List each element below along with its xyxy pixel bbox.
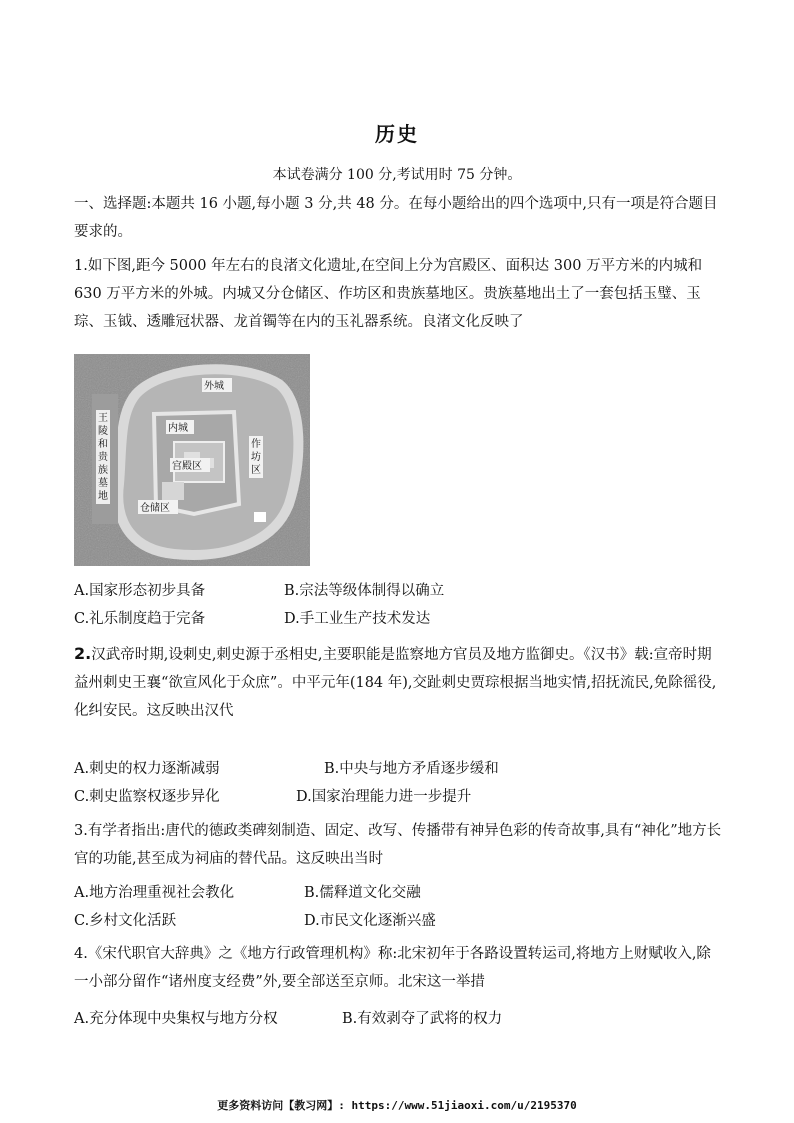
exam-instructions: 本试卷满分 100 分,考试用时 75 分钟。 [272, 167, 522, 183]
q4-option-b[interactable]: B.有效剥夺了武将的权力 [342, 1011, 503, 1027]
map-label-tomb: 王陵和贵族墓地 [98, 413, 108, 502]
question-4-stem: 4.《宋代职官大辞典》之《地方行政管理机构》称:北宋初年于各路设置转运司,将地方上财赋收入,除一小部分留作“诸州度支经费”外,要全部送至京师。北宋这一举措 [74, 946, 711, 990]
q1-option-d[interactable]: D.手工业生产技术发达 [284, 611, 431, 627]
question-1-stem: 1.如下图,距今 5000 年左右的良渚文化遗址,在空间上分为宫殿区、面积达 300 万平方米的内城和 630 万平方米的外城。内城又分仓储区、作坊区和贵族墓地区。贵族墓地出土了一套包括玉璧、玉琮、玉钺、透雕冠状器、龙首镯等在内的玉礼器系统。良渚文化反映了 [74, 258, 703, 330]
footer-link[interactable]: 更多资料访问【教习网】: https://www.51jiaoxi.com/u/2195370 [217, 1099, 577, 1112]
section-heading: 一、选择题:本题共 16 小题,每小题 3 分,共 48 分。在每小题给出的四个选项中,只有一项是符合题目要求的。 [74, 196, 718, 240]
q2-option-a[interactable]: A.刺史的权力逐渐减弱 [74, 761, 220, 777]
map-graphic [74, 354, 310, 566]
question-2-text: 汉武帝时期,设刺史,刺史源于丞相史,主要职能是监察地方官员及地方监御史。《汉书》载:宣帝时期益州刺史王襄“欲宣风化于众庶”。中平元年(184 年),交趾刺史贾琮根据当地实情,招抚流民,免除徭役,化纠安民。这反映出汉代 [74, 647, 717, 719]
map-label-storage: 仓储区 [140, 503, 170, 514]
q3-option-b[interactable]: B.儒释道文化交融 [304, 885, 421, 901]
q2-option-c[interactable]: C.刺史监察权逐步异化 [74, 789, 220, 805]
q3-option-c[interactable]: C.乡村文化活跃 [74, 913, 177, 929]
q3-option-a[interactable]: A.地方治理重视社会教化 [74, 885, 235, 901]
question-3-stem: 3.有学者指出:唐代的德政类碑刻制造、固定、改写、传播带有神异色彩的传奇故事,具有“神化”地方长官的功能,甚至成为祠庙的替代品。这反映出当时 [74, 823, 722, 867]
liangzhu-site-map [74, 354, 310, 566]
q2-option-d[interactable]: D.国家治理能力进一步提升 [296, 789, 472, 805]
legend-square [254, 512, 266, 522]
q1-option-c[interactable]: C.礼乐制度趋于完备 [74, 611, 206, 627]
q1-option-b[interactable]: B.宗法等级体制得以确立 [284, 583, 445, 599]
question-2-stem [74, 640, 724, 725]
storage-block [162, 482, 184, 500]
page-title: 历史 [375, 122, 419, 146]
q3-option-d[interactable]: D.市民文化逐渐兴盛 [304, 913, 436, 929]
q1-option-a[interactable]: A.国家形态初步具备 [74, 583, 206, 599]
q2-option-b[interactable]: B.中央与地方矛盾逐步缓和 [324, 761, 499, 777]
map-label-outer-city: 外城 [204, 381, 224, 392]
question-2-number: 2. [74, 644, 92, 663]
q4-option-a[interactable]: A.充分体现中央集权与地方分权 [74, 1011, 278, 1027]
map-label-inner-city: 内城 [168, 423, 188, 434]
map-label-workshop: 作 坊 区 [251, 439, 261, 476]
map-label-palace: 宫殿区 [172, 461, 202, 472]
